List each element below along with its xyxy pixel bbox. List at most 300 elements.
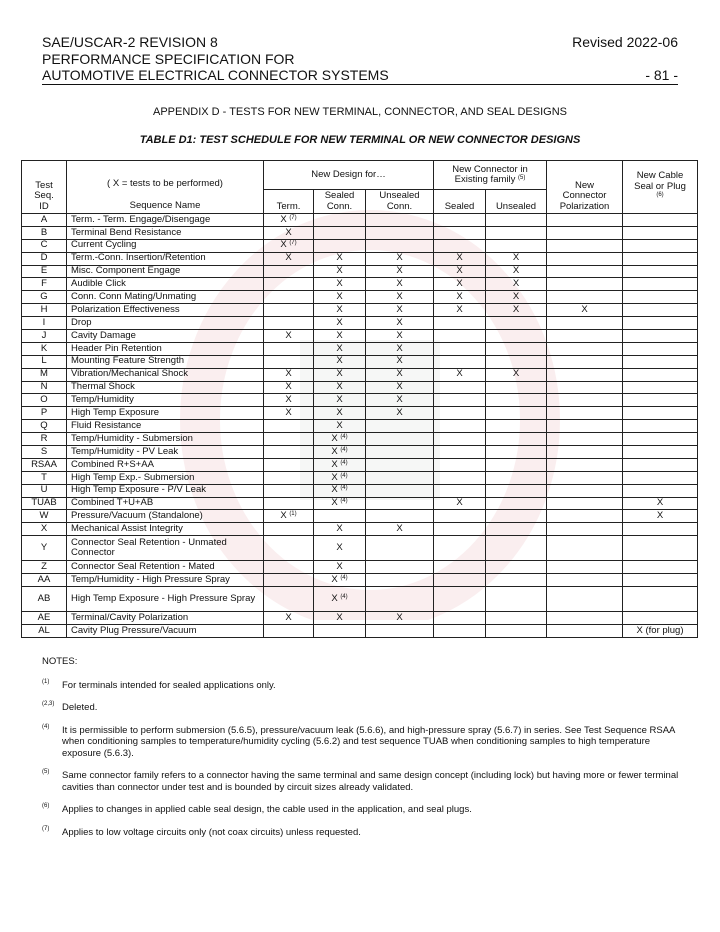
cell-term <box>264 484 314 497</box>
cell-cable-seal <box>623 265 698 278</box>
test-schedule-table <box>21 160 698 638</box>
cell-family-sealed: X <box>434 265 486 278</box>
table-row <box>22 433 698 446</box>
cell-family-sealed <box>434 226 486 239</box>
cell-cable-seal <box>623 536 698 561</box>
header-unsealed-conn: Unsealed Conn. <box>366 190 434 214</box>
table-row <box>22 523 698 536</box>
cell-sealed-conn: X <box>314 342 366 355</box>
cell-family-unsealed <box>486 561 547 574</box>
header-line-1 <box>42 34 678 50</box>
header-line-2 <box>42 51 678 67</box>
cell-unsealed-conn <box>366 624 434 637</box>
cell-sealed-conn: X $^{(4)}$ <box>314 587 366 612</box>
cell-cable-seal <box>623 587 698 612</box>
cell-family-unsealed <box>486 226 547 239</box>
cell-sequence-name: Terminal Bend Resistance <box>67 226 264 239</box>
cell-family-unsealed <box>486 381 547 394</box>
cell-family-unsealed <box>486 523 547 536</box>
cell-sealed-conn: X <box>314 368 366 381</box>
cell-polarization <box>547 381 623 394</box>
cell-family-sealed <box>434 523 486 536</box>
cell-family-sealed <box>434 446 486 459</box>
cell-cable-seal <box>623 446 698 459</box>
cell-sealed-conn: X <box>314 381 366 394</box>
table-row <box>22 624 698 637</box>
cell-term: X $^{(1)}$ <box>264 510 314 523</box>
cell-cable-seal: X <box>623 510 698 523</box>
cell-unsealed-conn: X <box>366 523 434 536</box>
cell-polarization <box>547 368 623 381</box>
table-row <box>22 278 698 291</box>
cell-sealed-conn: X <box>314 265 366 278</box>
cell-sealed-conn <box>314 510 366 523</box>
note-text: Same connector family refers to a connector having the same terminal and same design concept (including lock) but having more or fewer terminal cavities than connector under test and is bounded by circuit sizes already validated. <box>62 770 679 793</box>
cell-unsealed-conn: X <box>366 252 434 265</box>
cell-cable-seal <box>623 612 698 625</box>
cell-family-unsealed <box>486 214 547 227</box>
cell-sequence-name: Cavity Plug Pressure/Vacuum <box>67 624 264 637</box>
cell-test-id: N <box>22 381 67 394</box>
notes-list <box>42 680 682 839</box>
cell-unsealed-conn: X <box>366 394 434 407</box>
cell-family-sealed <box>434 239 486 252</box>
cell-family-sealed <box>434 471 486 484</box>
cell-family-sealed <box>434 394 486 407</box>
cell-family-sealed <box>434 510 486 523</box>
cell-unsealed-conn: X <box>366 265 434 278</box>
header-sealed-conn: Sealed Conn. <box>314 190 366 214</box>
cell-sealed-conn: X $^{(4)}$ <box>314 458 366 471</box>
cell-sequence-name: High Temp Exposure - P/V Leak <box>67 484 264 497</box>
cell-family-unsealed <box>486 510 547 523</box>
cell-polarization <box>547 252 623 265</box>
cell-term: X $^{(7)}$ <box>264 239 314 252</box>
header-new-connector-polarization: New Connector Polarization <box>547 161 623 214</box>
cell-cable-seal: X (for plug) <box>623 624 698 637</box>
table-row <box>22 561 698 574</box>
cell-sealed-conn: X <box>314 394 366 407</box>
cell-family-unsealed: X <box>486 265 547 278</box>
cell-term <box>264 433 314 446</box>
note-item <box>42 804 682 816</box>
cell-family-unsealed <box>486 497 547 510</box>
cell-family-unsealed: X <box>486 252 547 265</box>
cell-term: X <box>264 612 314 625</box>
note-number: (6) <box>42 803 50 809</box>
cell-sequence-name: Combined T+U+AB <box>67 497 264 510</box>
cell-sequence-name: High Temp Exposure <box>67 407 264 420</box>
document-title-line-1: PERFORMANCE SPECIFICATION FOR <box>42 51 295 67</box>
cell-family-sealed <box>434 587 486 612</box>
cell-polarization <box>547 265 623 278</box>
cell-test-id: W <box>22 510 67 523</box>
cell-cable-seal <box>623 368 698 381</box>
cell-family-unsealed <box>486 407 547 420</box>
cell-unsealed-conn: X <box>366 612 434 625</box>
cell-cable-seal <box>623 574 698 587</box>
table-title: TABLE D1: TEST SCHEDULE FOR NEW TERMINAL OR NEW CONNECTOR DESIGNS <box>139 134 581 146</box>
cell-sealed-conn: X <box>314 278 366 291</box>
cell-family-sealed: X <box>434 291 486 304</box>
cell-test-id: Q <box>22 420 67 433</box>
cell-test-id: Z <box>22 561 67 574</box>
note-number: (4) <box>42 723 50 730</box>
cell-sequence-name: High Temp Exposure - High Pressure Spray <box>67 587 264 612</box>
note-number: (1) <box>42 678 50 685</box>
cell-test-id: P <box>22 407 67 420</box>
cell-unsealed-conn <box>366 536 434 561</box>
cell-test-id: RSAA <box>22 458 67 471</box>
cell-test-id: O <box>22 394 67 407</box>
cell-family-unsealed <box>486 446 547 459</box>
cell-test-id: Y <box>22 536 67 561</box>
cell-sequence-name: Terminal/Cavity Polarization <box>67 612 264 625</box>
cell-cable-seal <box>623 291 698 304</box>
cell-family-unsealed: X <box>486 304 547 317</box>
cell-unsealed-conn <box>366 214 434 227</box>
cell-unsealed-conn <box>366 226 434 239</box>
cell-unsealed-conn: X <box>366 291 434 304</box>
table-row <box>22 471 698 484</box>
cell-family-unsealed <box>486 587 547 612</box>
cell-sequence-name: Term.-Conn. Insertion/Retention <box>67 252 264 265</box>
cell-cable-seal <box>623 317 698 330</box>
cell-test-id: X <box>22 523 67 536</box>
cell-family-sealed <box>434 484 486 497</box>
cell-test-id: D <box>22 252 67 265</box>
cell-family-sealed <box>434 612 486 625</box>
header-sequence-name: ( X = tests to be performed) Sequence Name <box>67 161 264 214</box>
table-row <box>22 368 698 381</box>
cell-family-sealed <box>434 458 486 471</box>
table-row <box>22 317 698 330</box>
cell-polarization <box>547 536 623 561</box>
cell-sealed-conn <box>314 214 366 227</box>
header-test-seq-id: Test Seq. ID <box>22 161 67 214</box>
cell-term <box>264 355 314 368</box>
document-title-line-2: AUTOMOTIVE ELECTRICAL CONNECTOR SYSTEMS <box>42 67 389 83</box>
cell-sealed-conn: X <box>314 612 366 625</box>
cell-family-unsealed: X <box>486 368 547 381</box>
table-row <box>22 394 698 407</box>
table-row <box>22 484 698 497</box>
cell-sealed-conn: X <box>314 304 366 317</box>
cell-sealed-conn: X $^{(4)}$ <box>314 484 366 497</box>
cell-unsealed-conn: X <box>366 342 434 355</box>
cell-term <box>264 317 314 330</box>
cell-family-sealed <box>434 561 486 574</box>
cell-polarization <box>547 342 623 355</box>
note-number: (7) <box>42 825 50 832</box>
cell-sealed-conn: X <box>314 355 366 368</box>
cell-family-unsealed <box>486 612 547 625</box>
cell-sealed-conn: X <box>314 561 366 574</box>
cell-sealed-conn: X <box>314 407 366 420</box>
cell-unsealed-conn <box>366 484 434 497</box>
cell-family-sealed <box>434 433 486 446</box>
cell-sealed-conn: X <box>314 317 366 330</box>
cell-family-unsealed: X <box>486 291 547 304</box>
cell-family-unsealed <box>486 484 547 497</box>
cell-family-sealed: X <box>434 304 486 317</box>
cell-test-id: F <box>22 278 67 291</box>
cell-term: X <box>264 394 314 407</box>
cell-sequence-name: Header Pin Retention <box>67 342 264 355</box>
cell-sequence-name: Temp/Humidity - High Pressure Spray <box>67 574 264 587</box>
table-row <box>22 252 698 265</box>
cell-cable-seal <box>623 278 698 291</box>
cell-sequence-name: Connector Seal Retention - Unmated Connector <box>67 536 264 561</box>
cell-cable-seal <box>623 394 698 407</box>
cell-test-id: C <box>22 239 67 252</box>
cell-term: X <box>264 226 314 239</box>
cell-test-id: TUAB <box>22 497 67 510</box>
cell-family-sealed <box>434 317 486 330</box>
cell-family-sealed: X <box>434 278 486 291</box>
cell-term: X <box>264 407 314 420</box>
cell-family-sealed: X <box>434 497 486 510</box>
cell-polarization <box>547 574 623 587</box>
cell-term <box>264 561 314 574</box>
cell-family-unsealed <box>486 355 547 368</box>
cell-term <box>264 497 314 510</box>
cell-unsealed-conn <box>366 433 434 446</box>
cell-term <box>264 342 314 355</box>
cell-sequence-name: High Temp Exp.- Submersion <box>67 471 264 484</box>
cell-cable-seal <box>623 304 698 317</box>
table-row <box>22 420 698 433</box>
table-row <box>22 355 698 368</box>
cell-cable-seal <box>623 420 698 433</box>
note-item <box>42 770 682 793</box>
cell-sealed-conn: X <box>314 252 366 265</box>
cell-family-unsealed <box>486 317 547 330</box>
cell-sequence-name: Fluid Resistance <box>67 420 264 433</box>
note-text: Deleted. <box>62 702 98 713</box>
cell-cable-seal <box>623 561 698 574</box>
appendix-title: APPENDIX D - TESTS FOR NEW TERMINAL, CONNECTOR, AND SEAL DESIGNS <box>153 106 567 118</box>
note-number: (5) <box>42 769 50 775</box>
cell-cable-seal <box>623 214 698 227</box>
cell-sequence-name: Cavity Damage <box>67 330 264 343</box>
cell-family-unsealed <box>486 342 547 355</box>
test-schedule-body <box>22 214 698 638</box>
cell-family-sealed <box>434 355 486 368</box>
cell-family-unsealed <box>486 458 547 471</box>
table-row <box>22 407 698 420</box>
cell-sealed-conn <box>314 226 366 239</box>
cell-family-sealed <box>434 407 486 420</box>
cell-sealed-conn: X $^{(4)}$ <box>314 446 366 459</box>
table-row <box>22 574 698 587</box>
cell-cable-seal <box>623 381 698 394</box>
cell-sequence-name: Pressure/Vacuum (Standalone) <box>67 510 264 523</box>
cell-term <box>264 446 314 459</box>
table-row <box>22 612 698 625</box>
cell-term <box>264 523 314 536</box>
table-row <box>22 265 698 278</box>
cell-cable-seal <box>623 355 698 368</box>
note-text: Applies to changes in applied cable seal design, the cable used in the application, and seal plugs. <box>62 804 472 815</box>
cell-term <box>264 624 314 637</box>
table-row <box>22 446 698 459</box>
cell-polarization <box>547 497 623 510</box>
cell-sequence-name: Current Cycling <box>67 239 264 252</box>
cell-family-unsealed <box>486 420 547 433</box>
cell-family-unsealed: X <box>486 278 547 291</box>
cell-family-unsealed <box>486 574 547 587</box>
cell-polarization <box>547 471 623 484</box>
cell-test-id: R <box>22 433 67 446</box>
cell-unsealed-conn <box>366 587 434 612</box>
cell-term: X $^{(7)}$ <box>264 214 314 227</box>
cell-cable-seal <box>623 523 698 536</box>
cell-term <box>264 574 314 587</box>
cell-family-sealed: X <box>434 368 486 381</box>
cell-polarization <box>547 510 623 523</box>
cell-polarization <box>547 446 623 459</box>
cell-unsealed-conn <box>366 420 434 433</box>
cell-family-unsealed <box>486 624 547 637</box>
cell-sequence-name: Connector Seal Retention - Mated <box>67 561 264 574</box>
cell-polarization <box>547 355 623 368</box>
header-term: Term. <box>264 190 314 214</box>
cell-sequence-name: Mounting Feature Strength <box>67 355 264 368</box>
table-row <box>22 330 698 343</box>
cell-test-id: L <box>22 355 67 368</box>
cell-test-id: T <box>22 471 67 484</box>
cell-cable-seal <box>623 458 698 471</box>
cell-unsealed-conn: X <box>366 368 434 381</box>
cell-sequence-name: Temp/Humidity - PV Leak <box>67 446 264 459</box>
table-row <box>22 510 698 523</box>
cell-term <box>264 420 314 433</box>
cell-sealed-conn: X <box>314 420 366 433</box>
cell-family-sealed <box>434 536 486 561</box>
header-family-unsealed: Unsealed <box>486 190 547 214</box>
cell-family-sealed <box>434 342 486 355</box>
cell-cable-seal <box>623 407 698 420</box>
note-item <box>42 680 682 692</box>
cell-cable-seal <box>623 330 698 343</box>
cell-family-unsealed <box>486 536 547 561</box>
note-text: For terminals intended for sealed applications only. <box>62 679 276 691</box>
header-line-3 <box>42 67 678 85</box>
cell-family-sealed: X <box>434 252 486 265</box>
cell-test-id: K <box>22 342 67 355</box>
cell-sequence-name: Temp/Humidity - Submersion <box>67 433 264 446</box>
cell-polarization <box>547 239 623 252</box>
cell-polarization <box>547 624 623 637</box>
cell-sealed-conn: X $^{(4)}$ <box>314 574 366 587</box>
cell-sealed-conn: X $^{(4)}$ <box>314 433 366 446</box>
cell-unsealed-conn: X <box>366 407 434 420</box>
cell-family-sealed <box>434 214 486 227</box>
cell-sealed-conn: X <box>314 291 366 304</box>
cell-polarization <box>547 587 623 612</box>
cell-unsealed-conn <box>366 458 434 471</box>
table-row <box>22 214 698 227</box>
cell-term <box>264 278 314 291</box>
cell-unsealed-conn: X <box>366 304 434 317</box>
cell-family-sealed <box>434 381 486 394</box>
cell-test-id: G <box>22 291 67 304</box>
cell-sequence-name: Vibration/Mechanical Shock <box>67 368 264 381</box>
cell-polarization <box>547 278 623 291</box>
cell-cable-seal <box>623 239 698 252</box>
cell-polarization <box>547 561 623 574</box>
cell-cable-seal <box>623 342 698 355</box>
cell-term: X <box>264 252 314 265</box>
cell-cable-seal <box>623 471 698 484</box>
cell-sealed-conn: X <box>314 330 366 343</box>
cell-unsealed-conn: X <box>366 317 434 330</box>
cell-test-id: AA <box>22 574 67 587</box>
table-row <box>22 342 698 355</box>
cell-test-id: M <box>22 368 67 381</box>
cell-term <box>264 471 314 484</box>
cell-term: X <box>264 381 314 394</box>
cell-unsealed-conn <box>366 510 434 523</box>
cell-polarization <box>547 291 623 304</box>
cell-unsealed-conn <box>366 239 434 252</box>
note-item <box>42 702 682 714</box>
cell-polarization <box>547 394 623 407</box>
cell-unsealed-conn <box>366 471 434 484</box>
cell-term <box>264 304 314 317</box>
cell-family-unsealed <box>486 433 547 446</box>
notes-heading: NOTES: <box>42 656 78 667</box>
header-new-design: New Design for… <box>264 161 434 190</box>
table-row <box>22 587 698 612</box>
cell-test-id: AL <box>22 624 67 637</box>
cell-term <box>264 291 314 304</box>
cell-unsealed-conn: X <box>366 330 434 343</box>
cell-cable-seal <box>623 252 698 265</box>
cell-sequence-name: Term. - Term. Engage/Disengage <box>67 214 264 227</box>
cell-test-id: S <box>22 446 67 459</box>
cell-polarization <box>547 330 623 343</box>
cell-polarization: X <box>547 304 623 317</box>
cell-unsealed-conn: X <box>366 278 434 291</box>
cell-family-sealed <box>434 624 486 637</box>
header-new-connector-family: New Connector in Existing family $^{(5)}$ <box>434 161 547 190</box>
cell-unsealed-conn <box>366 497 434 510</box>
cell-unsealed-conn <box>366 561 434 574</box>
cell-polarization <box>547 458 623 471</box>
cell-cable-seal <box>623 433 698 446</box>
document-id: SAE/USCAR-2 REVISION 8 <box>42 34 218 50</box>
cell-sealed-conn: X <box>314 536 366 561</box>
cell-family-unsealed <box>486 471 547 484</box>
cell-unsealed-conn: X <box>366 355 434 368</box>
cell-test-id: E <box>22 265 67 278</box>
cell-polarization <box>547 484 623 497</box>
cell-family-unsealed <box>486 330 547 343</box>
table-row <box>22 291 698 304</box>
cell-family-sealed <box>434 330 486 343</box>
cell-unsealed-conn <box>366 446 434 459</box>
table-row <box>22 226 698 239</box>
note-text: Applies to low voltage circuits only (not coax circuits) unless requested. <box>62 826 361 838</box>
table-row <box>22 536 698 561</box>
cell-test-id: A <box>22 214 67 227</box>
cell-polarization <box>547 317 623 330</box>
cell-sequence-name: Misc. Component Engage <box>67 265 264 278</box>
cell-test-id: I <box>22 317 67 330</box>
cell-polarization <box>547 433 623 446</box>
